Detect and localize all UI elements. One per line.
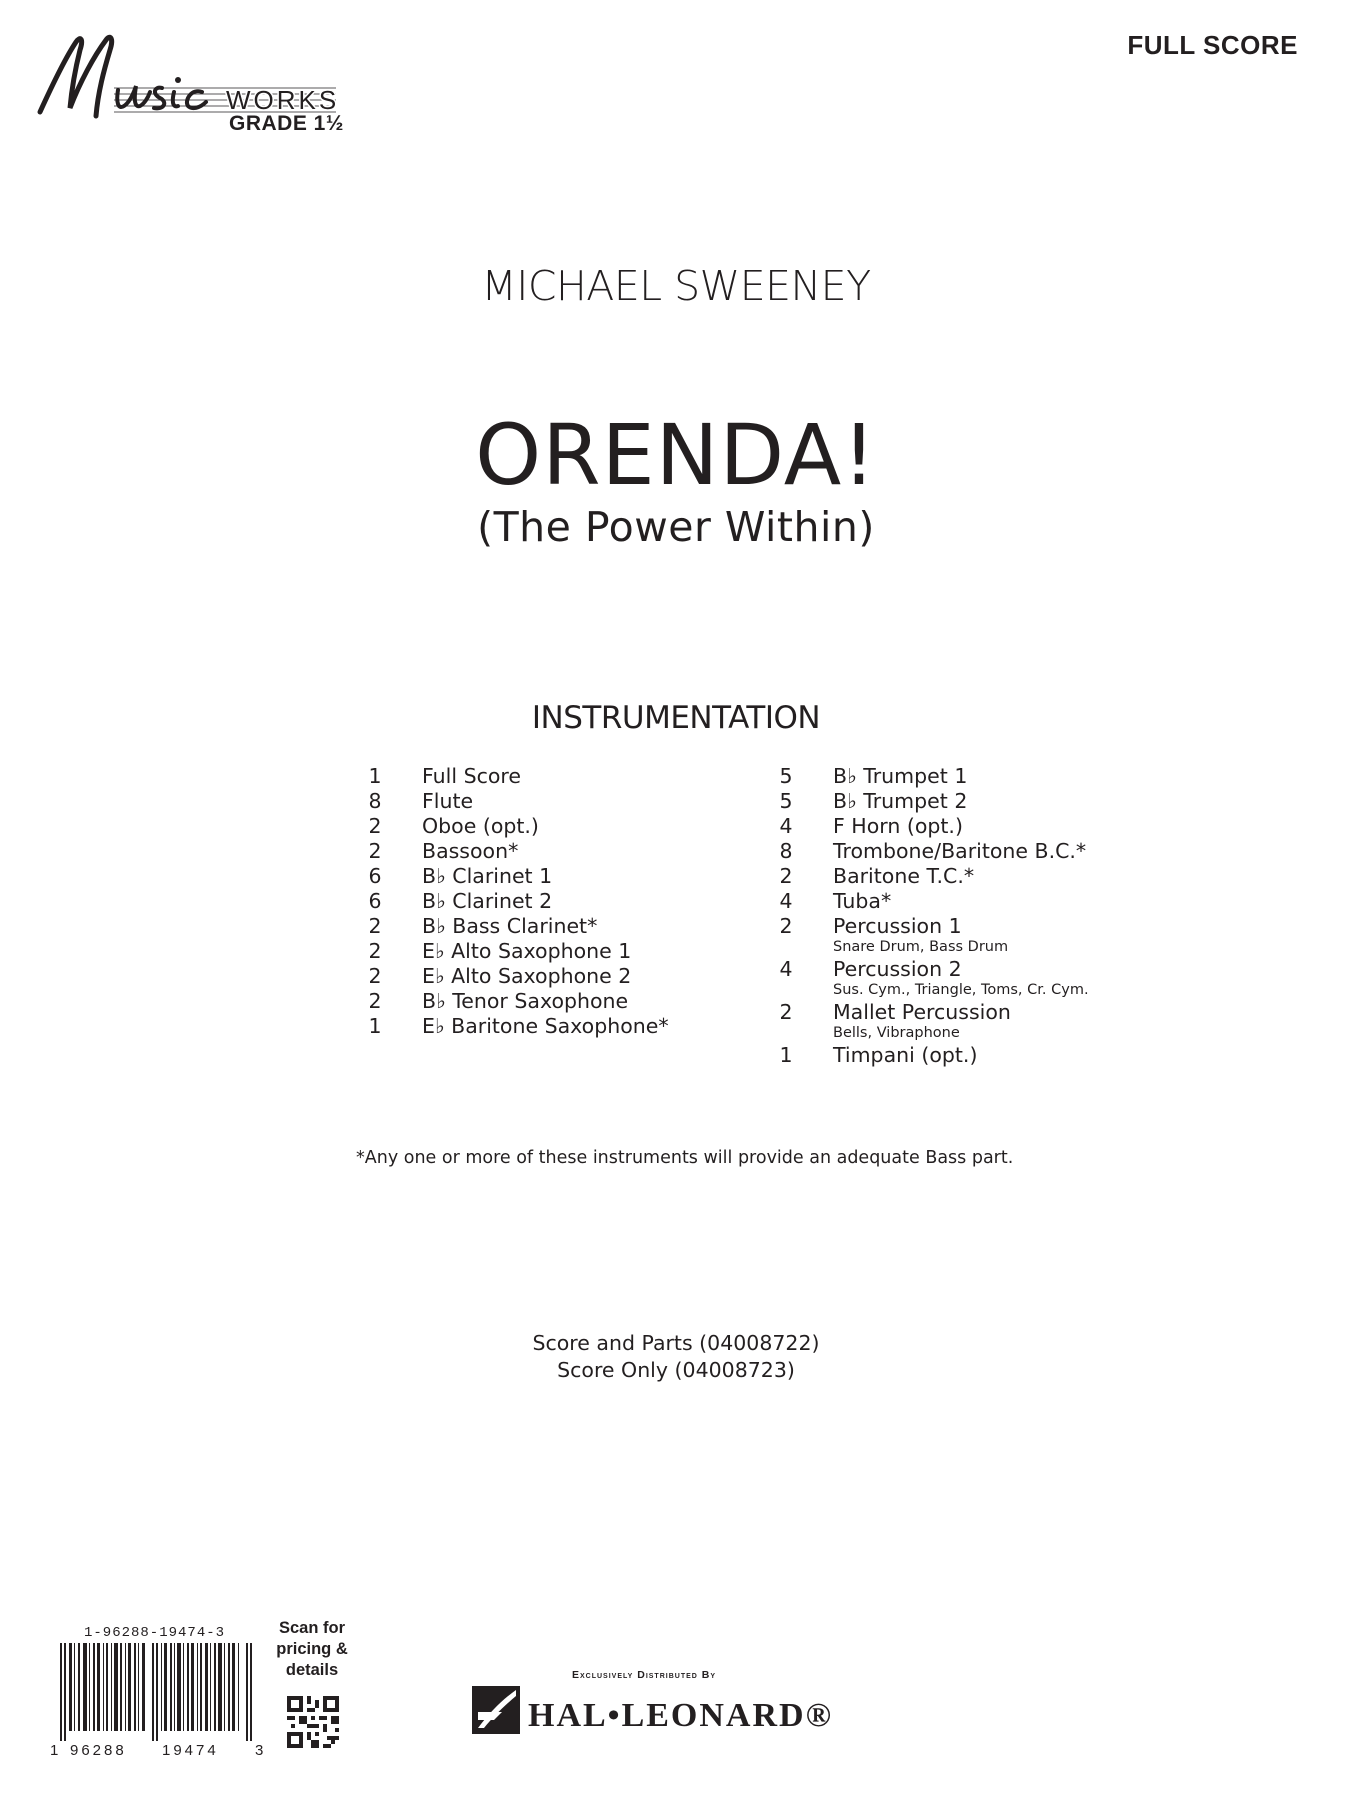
instrument-detail: Sus. Cym., Triangle, Toms, Cr. Cym. — [833, 982, 1089, 998]
instrument-row — [771, 957, 1191, 1000]
instrument-name: B♭ Clarinet 1 — [422, 864, 553, 888]
instrument-name: Flute — [422, 789, 474, 813]
instrument-name-block — [833, 914, 1008, 956]
barcode-icon — [60, 1643, 252, 1741]
instrument-name: E♭ Baritone Saxophone* — [422, 1014, 669, 1038]
instrument-row — [360, 839, 740, 864]
instrument-row — [771, 864, 1191, 889]
instrument-detail: Snare Drum, Bass Drum — [833, 939, 1009, 955]
qr-code-icon[interactable] — [287, 1696, 339, 1748]
instrument-qty: 2 — [368, 939, 382, 963]
instrument-qty: 1 — [368, 764, 382, 788]
instrument-detail: Bells, Vibraphone — [833, 1025, 960, 1041]
instrument-name: Trombone/Baritone B.C.* — [833, 839, 1087, 863]
instrument-row — [360, 1014, 740, 1039]
instrument-name: B♭ Bass Clarinet* — [422, 914, 598, 938]
scan-line: Scan for — [278, 1619, 346, 1637]
instrument-row — [360, 914, 740, 939]
barcode-check-digit: 3 — [255, 1742, 264, 1759]
instrument-row — [771, 889, 1191, 914]
distributor-label: Exclusively Distributed By — [572, 1669, 716, 1681]
instrument-row — [360, 764, 740, 789]
instrument-row — [771, 914, 1191, 957]
instrument-qty: 2 — [368, 914, 382, 938]
instrument-name: Bassoon* — [422, 839, 519, 863]
instrument-name: F Horn (opt.) — [833, 814, 963, 838]
instrument-row — [771, 789, 1191, 814]
score-type-label: FULL SCORE — [1127, 30, 1298, 60]
instrument-qty: 2 — [368, 989, 382, 1013]
instrument-qty: 8 — [368, 789, 382, 813]
scan-line: details — [285, 1661, 339, 1679]
instrument-name: Full Score — [422, 764, 521, 788]
instrument-name: Oboe (opt.) — [422, 814, 539, 838]
grade-label: GRADE 1½ — [229, 112, 344, 135]
instrument-row — [771, 814, 1191, 839]
composer-name: MICHAEL SWEENEY — [481, 262, 871, 310]
instrument-row — [360, 989, 740, 1014]
instrument-name: E♭ Alto Saxophone 1 — [422, 939, 632, 963]
instrument-row — [360, 939, 740, 964]
instrument-row — [360, 864, 740, 889]
instrument-name: B♭ Trumpet 1 — [833, 764, 968, 788]
instrument-name: B♭ Clarinet 2 — [422, 889, 553, 913]
piece-subtitle: (The Power Within) — [477, 503, 875, 551]
instrument-name: Percussion 1 — [833, 914, 962, 938]
instrument-name: E♭ Alto Saxophone 2 — [422, 964, 632, 988]
instrumentation-heading: INSTRUMENTATION — [531, 700, 821, 736]
instrument-row — [771, 1043, 1191, 1068]
barcode-left-group: 96288 — [70, 1742, 127, 1759]
instrument-qty: 6 — [368, 864, 382, 888]
barcode-right-group: 19474 — [162, 1742, 219, 1759]
barcode-first-digit: 1 — [50, 1742, 59, 1759]
instrument-qty: 2 — [368, 814, 382, 838]
instrument-qty: 2 — [779, 864, 793, 888]
piece-title: ORENDA! — [475, 406, 877, 504]
instrument-qty: 8 — [779, 839, 793, 863]
instrument-row — [360, 814, 740, 839]
instrument-row — [360, 889, 740, 914]
instrument-qty: 5 — [779, 789, 793, 813]
instrument-row — [771, 764, 1191, 789]
instrument-qty: 5 — [779, 764, 793, 788]
instrument-name: Timpani (opt.) — [833, 1043, 978, 1067]
catalog-numbers — [0, 1330, 1352, 1384]
instrument-name-block — [833, 1000, 1011, 1042]
hal-leonard-logo — [472, 1682, 872, 1738]
instrument-qty: 1 — [779, 1043, 793, 1067]
instrument-name: Percussion 2 — [833, 957, 962, 981]
bass-footnote: *Any one or more of these instruments will provide an adequate Bass part. — [356, 1148, 1014, 1168]
instrument-qty: 6 — [368, 889, 382, 913]
instrument-qty: 2 — [779, 1000, 793, 1024]
instrument-qty: 1 — [368, 1014, 382, 1038]
instrument-row — [360, 964, 740, 989]
instrument-qty: 2 — [779, 914, 793, 938]
instrument-name: Tuba* — [833, 889, 892, 913]
instrument-qty: 4 — [779, 957, 793, 981]
instrument-qty: 4 — [779, 889, 793, 913]
barcode-number: 1-96288-19474-3 — [84, 1625, 226, 1641]
instrument-name-block — [833, 957, 1089, 999]
instrument-name: Mallet Percussion — [833, 1000, 1011, 1024]
instrumentation-left-column — [360, 764, 740, 1039]
distributor-name: HAL•LEONARD® — [528, 1697, 833, 1734]
score-only-number: Score Only (04008723) — [557, 1358, 795, 1382]
instrument-row — [771, 1000, 1191, 1043]
svg-text:WORKS: WORKS — [226, 85, 340, 115]
instrument-name: Baritone T.C.* — [833, 864, 975, 888]
scan-line: pricing & — [276, 1640, 348, 1658]
instrument-row — [360, 789, 740, 814]
instrument-name: B♭ Trumpet 2 — [833, 789, 968, 813]
instrument-name: B♭ Tenor Saxophone — [422, 989, 629, 1013]
scan-prompt — [272, 1618, 352, 1681]
instrument-qty: 2 — [368, 839, 382, 863]
instrument-qty: 4 — [779, 814, 793, 838]
score-and-parts-number: Score and Parts (04008722) — [532, 1331, 820, 1355]
instrumentation-right-column — [771, 764, 1191, 1068]
instrument-row — [771, 839, 1191, 864]
instrument-qty: 2 — [368, 964, 382, 988]
